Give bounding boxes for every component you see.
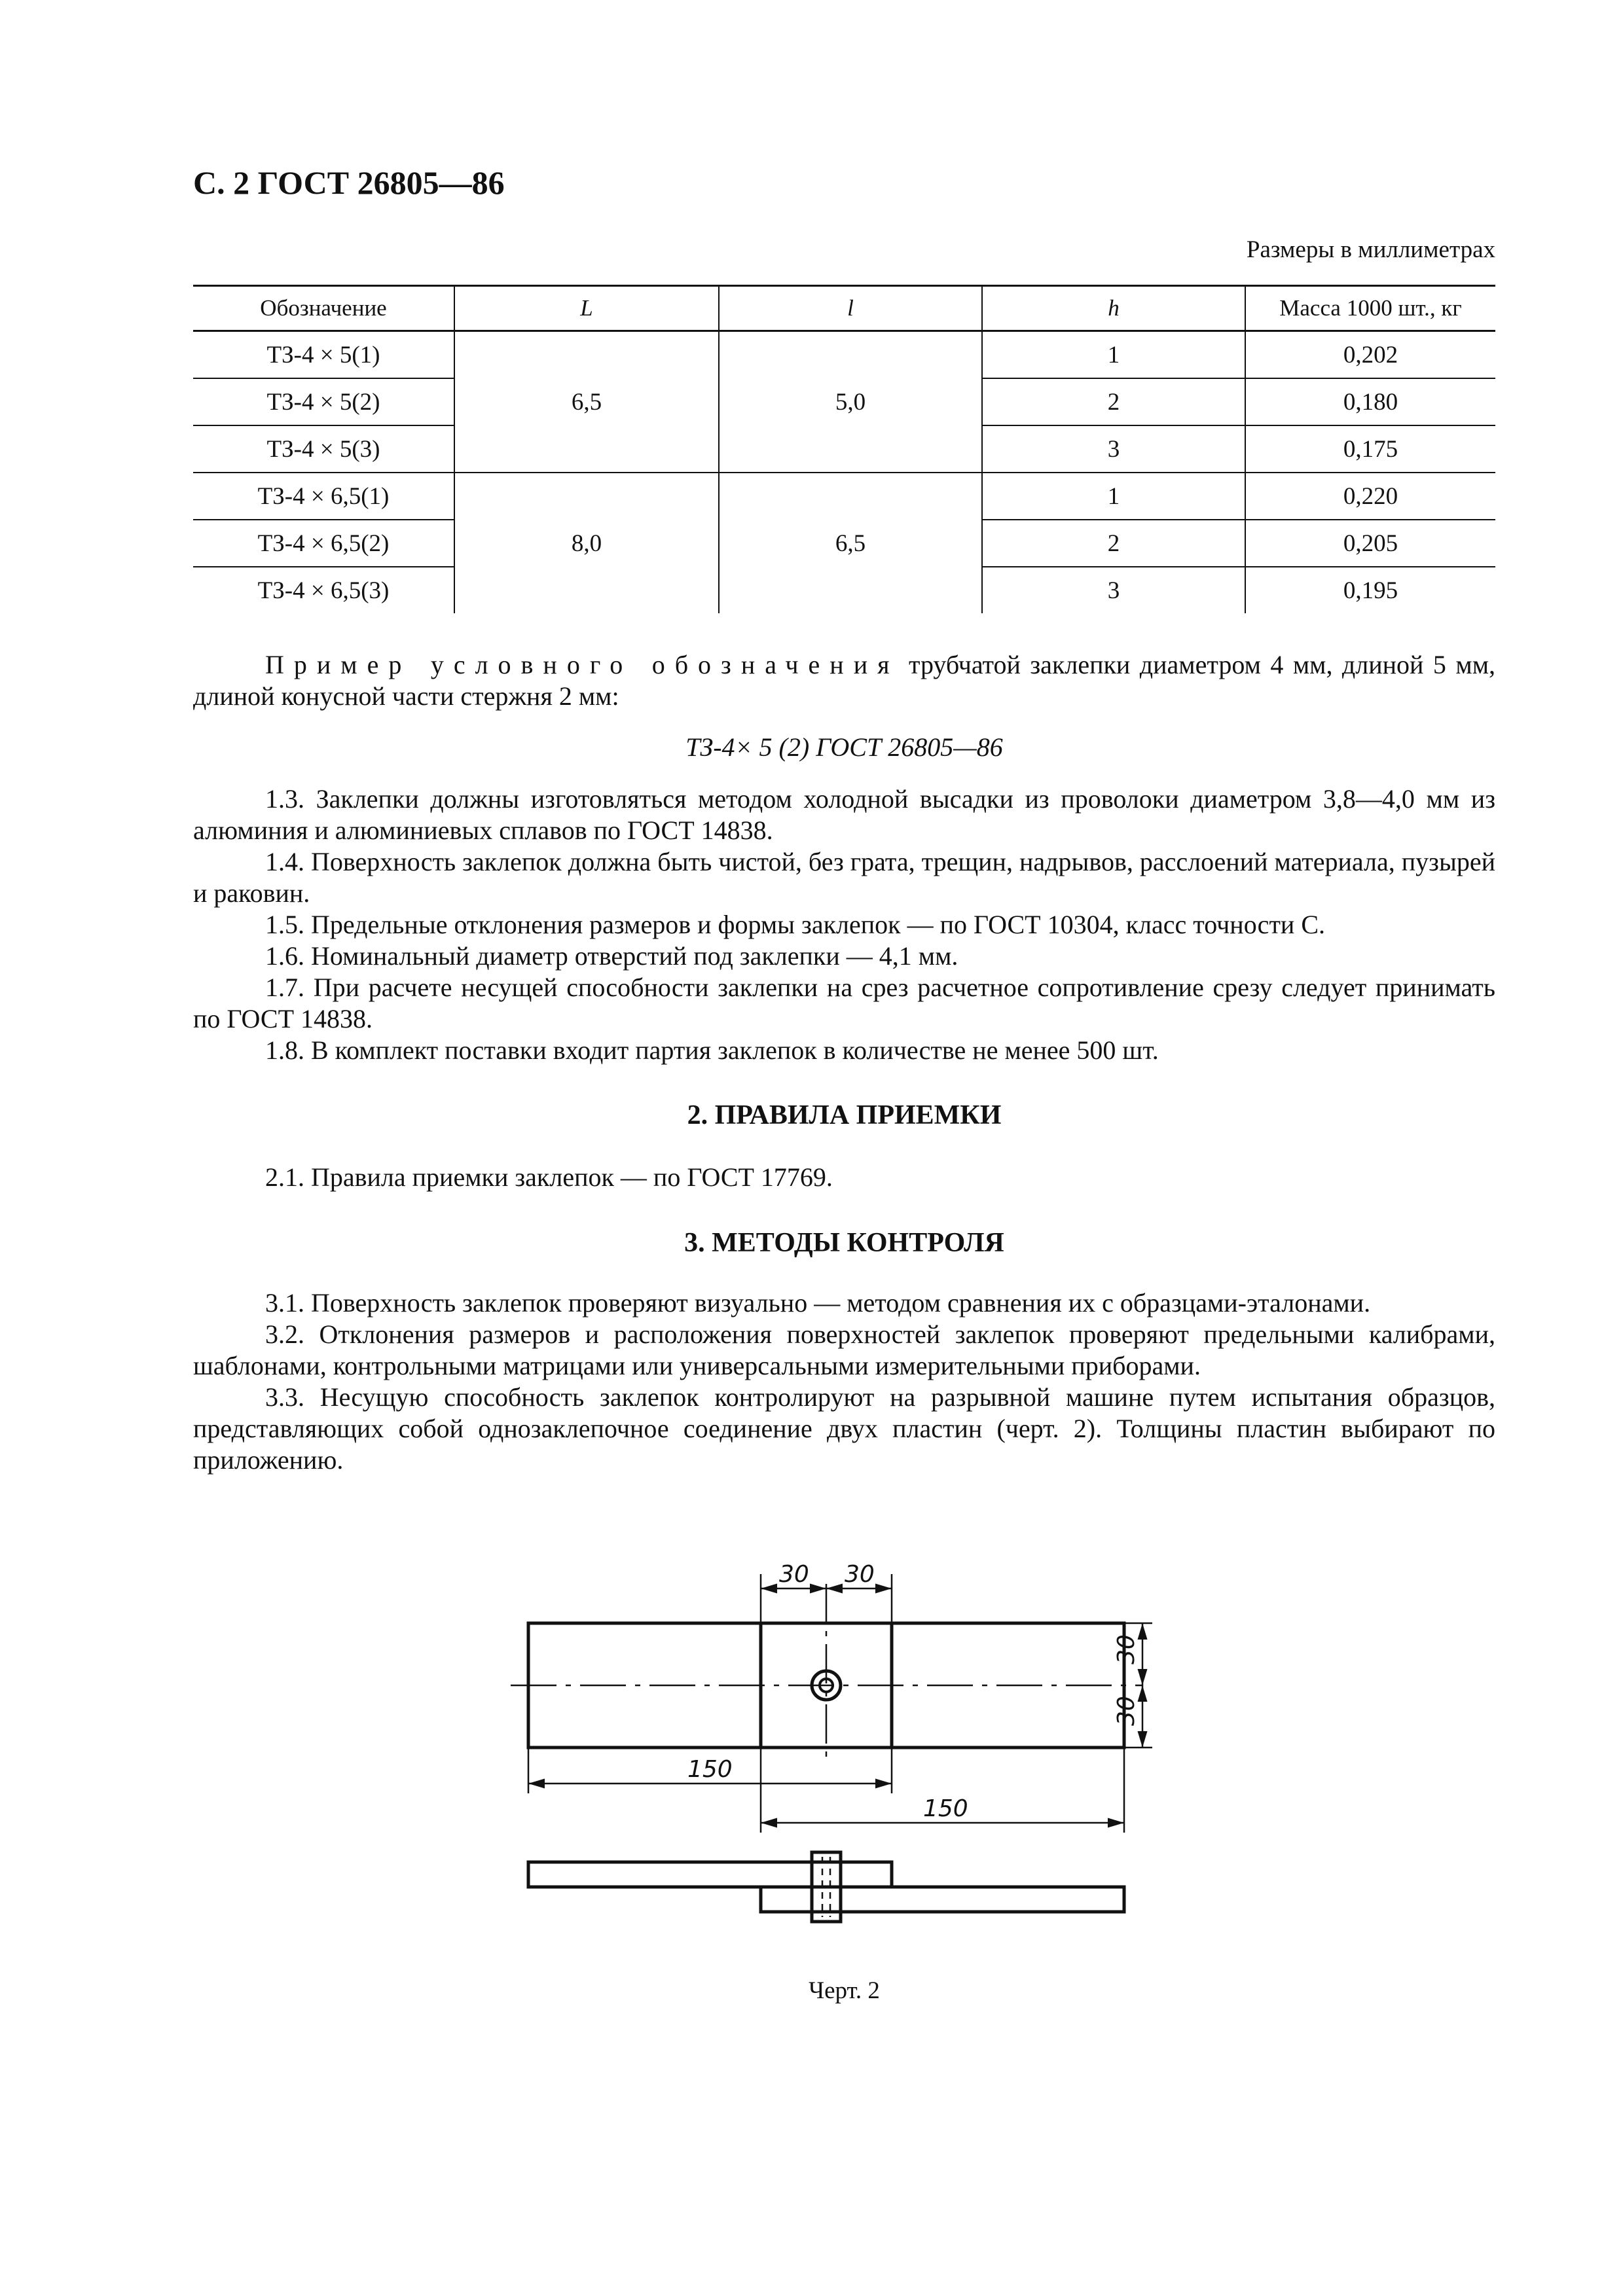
dim-length-lower: 150 [923, 1795, 968, 1822]
clause-1-6: 1.6. Номинальный диаметр отверстий под заклепки — 4,1 мм. [265, 941, 958, 971]
table-header-row [193, 286, 1495, 331]
mass-cell: 0,202 [1245, 331, 1495, 379]
header-L: L [454, 286, 719, 331]
dim-length-upper: 150 [687, 1756, 733, 1783]
dim-right-top: 30 [1113, 1634, 1140, 1664]
header-mass: Масса 1000 шт., кг [1245, 286, 1495, 331]
example-label: Пример условного обозначения [265, 650, 900, 679]
clauses-section-3 [193, 1287, 1495, 1476]
designation-cell: ТЗ-4 × 6,5(2) [193, 520, 454, 567]
clause-1-3: 1.3. Заклепки должны изготовляться методом холодной высадки из проволоки диаметром 3,8—4,0 мм из алюминия и алюминиевых сплавов по ГОСТ 14838. [193, 784, 1495, 845]
page-header: С. 2 ГОСТ 26805—86 [193, 164, 505, 201]
specimen-drawing [498, 1561, 1152, 1928]
h-cell: 3 [982, 567, 1245, 613]
mass-cell: 0,205 [1245, 520, 1495, 567]
header-l: l [719, 286, 982, 331]
units-note: Размеры в миллиметрах [1246, 236, 1495, 263]
h-cell: 2 [982, 520, 1245, 567]
example-paragraph [193, 649, 1495, 712]
dim-right-bottom: 30 [1113, 1696, 1140, 1726]
L-cell: 8,0 [454, 473, 719, 613]
clause-1-4: 1.4. Поверхность заклепок должна быть чистой, без грата, трещин, надрывов, расслоений материала, пузырей и раковин. [193, 847, 1495, 908]
example-text: трубчатой заклепки диаметром 4 мм, длиной 5 мм, длиной конусной части стержня 2 мм: [193, 650, 1496, 711]
mass-cell: 0,220 [1245, 473, 1495, 520]
section-3-title: 3. МЕТОДЫ КОНТРОЛЯ [684, 1228, 1004, 1258]
designation-cell: ТЗ-4 × 6,5(3) [193, 567, 454, 613]
header-designation: Обозначение [193, 286, 454, 331]
mass-cell: 0,195 [1245, 567, 1495, 613]
clause-1-8: 1.8. В комплект поставки входит партия заклепок в количестве не менее 500 шт. [265, 1035, 1159, 1065]
dimensions-table [193, 285, 1495, 613]
table-row [193, 331, 1495, 379]
h-cell: 1 [982, 473, 1245, 520]
designation-cell: ТЗ-4 × 5(2) [193, 378, 454, 425]
clause-1-5: 1.5. Предельные отклонения размеров и формы заклепок — по ГОСТ 10304, класс точности С. [265, 910, 1326, 939]
upper-plate-side [528, 1862, 892, 1887]
clause-2-1: 2.1. Правила приемки заклепок — по ГОСТ 17769. [265, 1162, 833, 1192]
l-cell: 6,5 [719, 473, 982, 613]
dim-top-right: 30 [845, 1561, 875, 1588]
designation-cell: ТЗ-4 × 6,5(1) [193, 473, 454, 520]
designation-cell: ТЗ-4 × 5(1) [193, 331, 454, 379]
dim-top-left: 30 [779, 1561, 809, 1588]
mass-cell: 0,175 [1245, 425, 1495, 473]
header-h: h [982, 286, 1245, 331]
L-cell: 6,5 [454, 331, 719, 473]
designation-cell: ТЗ-4 × 5(3) [193, 425, 454, 473]
table-row [193, 473, 1495, 520]
clause-3-2: 3.2. Отклонения размеров и расположения поверхностей заклепок проверяют предельными калибрами, шаблонами, контрольными матрицами или универсальными измерительными приборами. [193, 1319, 1495, 1380]
h-cell: 1 [982, 331, 1245, 379]
mass-cell: 0,180 [1245, 378, 1495, 425]
h-cell: 2 [982, 378, 1245, 425]
figure-caption: Черт. 2 [809, 1977, 880, 2004]
lower-plate-side [761, 1887, 1124, 1912]
section-2-title: 2. ПРАВИЛА ПРИЕМКИ [687, 1100, 1002, 1130]
clause-3-1: 3.1. Поверхность заклепок проверяют визуально — методом сравнения их с образцами-эталонами. [265, 1288, 1371, 1318]
l-cell: 5,0 [719, 331, 982, 473]
clause-1-7: 1.7. При расчете несущей способности заклепки на срез расчетное сопротивление срезу следует принимать по ГОСТ 14838. [193, 973, 1495, 1033]
clause-3-3: 3.3. Несущую способность заклепок контролируют на разрывной машине путем испытания образцов, представляющих собой однозаклепочное соединение двух пластин (черт. 2). Толщины пластин выбирают по приложению. [193, 1382, 1495, 1475]
h-cell: 3 [982, 425, 1245, 473]
clauses-section-1 [193, 783, 1495, 1066]
example-designation: ТЗ-4× 5 (2) ГОСТ 26805—86 [685, 732, 1003, 762]
